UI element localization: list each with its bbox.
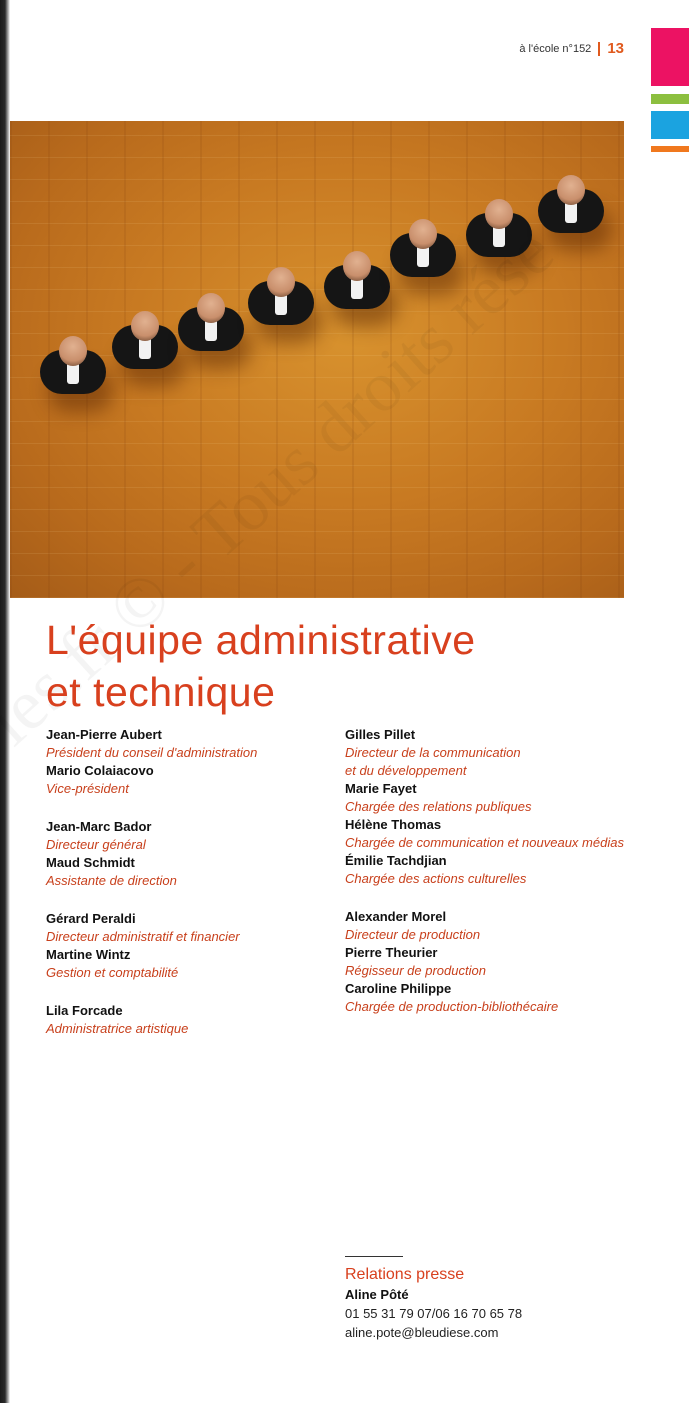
musician-figure	[248, 267, 314, 333]
musician-figure	[40, 336, 106, 402]
staff-name: Jean-Marc Bador	[46, 819, 152, 834]
musician-figure	[538, 175, 604, 241]
staff-role-continued: et du développement	[345, 763, 467, 778]
staff-group	[46, 1002, 346, 1038]
staff-role: Vice-président	[46, 781, 129, 796]
color-tabs	[651, 0, 689, 160]
staff-role: Régisseur de production	[345, 963, 486, 978]
staff-member	[345, 852, 645, 888]
staff-role: Directeur de la communication	[345, 745, 521, 760]
staff-member	[345, 908, 645, 944]
staff-role: Chargée de communication et nouveaux médias	[345, 835, 624, 850]
team-photo	[10, 121, 624, 598]
staff-name: Jean-Pierre Aubert	[46, 727, 162, 742]
staff-name: Pierre Theurier	[345, 945, 438, 960]
staff-column-right	[345, 726, 645, 1036]
staff-role: Directeur de production	[345, 927, 481, 942]
staff-column-left	[46, 726, 346, 1058]
musician-figure	[178, 293, 244, 359]
staff-member	[46, 726, 346, 762]
staff-group	[345, 726, 645, 888]
staff-name: Mario Colaiacovo	[46, 763, 154, 778]
title-line-2: et technique	[46, 669, 276, 715]
staff-member	[345, 980, 645, 1016]
magenta-tab	[651, 28, 689, 86]
staff-member	[46, 854, 346, 890]
staff-group	[46, 818, 346, 890]
page-title	[46, 614, 476, 718]
press-divider	[345, 1256, 403, 1257]
page-number: 13	[607, 40, 624, 57]
staff-name: Martine Wintz	[46, 947, 131, 962]
staff-member	[46, 818, 346, 854]
staff-role: Chargée des actions culturelles	[345, 871, 527, 886]
staff-role: Gestion et comptabilité	[46, 965, 179, 980]
staff-member	[345, 726, 645, 780]
staff-role: Chargée de production-bibliothécaire	[345, 999, 559, 1014]
staff-member	[46, 910, 346, 946]
press-phone: 01 55 31 79 07/06 16 70 65 78	[345, 1306, 523, 1321]
orange-tab	[651, 146, 689, 152]
staff-name: Hélène Thomas	[345, 817, 442, 832]
staff-role: Directeur administratif et financier	[46, 929, 240, 944]
staff-role: Directeur général	[46, 837, 146, 852]
blue-tab	[651, 111, 689, 139]
staff-member	[46, 946, 346, 982]
staff-name: Maud Schmidt	[46, 855, 135, 870]
press-email: aline.pote@bleudiese.com	[345, 1325, 499, 1340]
staff-member	[345, 944, 645, 980]
staff-group	[46, 910, 346, 982]
musician-figure	[324, 251, 390, 317]
header-separator	[598, 42, 600, 56]
staff-name: Caroline Philippe	[345, 981, 452, 996]
issue-label: à l'école n°152	[519, 42, 592, 55]
staff-name: Lila Forcade	[46, 1003, 123, 1018]
staff-name: Gérard Peraldi	[46, 911, 136, 926]
staff-name: Marie Fayet	[345, 781, 417, 796]
staff-role: Président du conseil d'administration	[46, 745, 258, 760]
staff-name: Alexander Morel	[345, 909, 447, 924]
staff-group	[345, 908, 645, 1016]
staff-member	[46, 762, 346, 798]
press-contact	[345, 1256, 522, 1342]
staff-member	[345, 816, 645, 852]
page-header	[519, 40, 624, 57]
title-line-1: L'équipe administrative	[46, 617, 476, 663]
staff-group	[46, 726, 346, 798]
green-tab	[651, 94, 689, 104]
staff-name: Gilles Pillet	[345, 727, 416, 742]
press-name: Aline Pôté	[345, 1287, 409, 1302]
staff-member	[345, 780, 645, 816]
press-heading: Relations presse	[345, 1266, 465, 1283]
staff-name: Émilie Tachdjian	[345, 853, 447, 868]
staff-member	[46, 1002, 346, 1038]
staff-role: Administratrice artistique	[46, 1021, 189, 1036]
staff-role: Chargée des relations publiques	[345, 799, 532, 814]
musician-figure	[112, 311, 178, 377]
staff-role: Assistante de direction	[46, 873, 177, 888]
